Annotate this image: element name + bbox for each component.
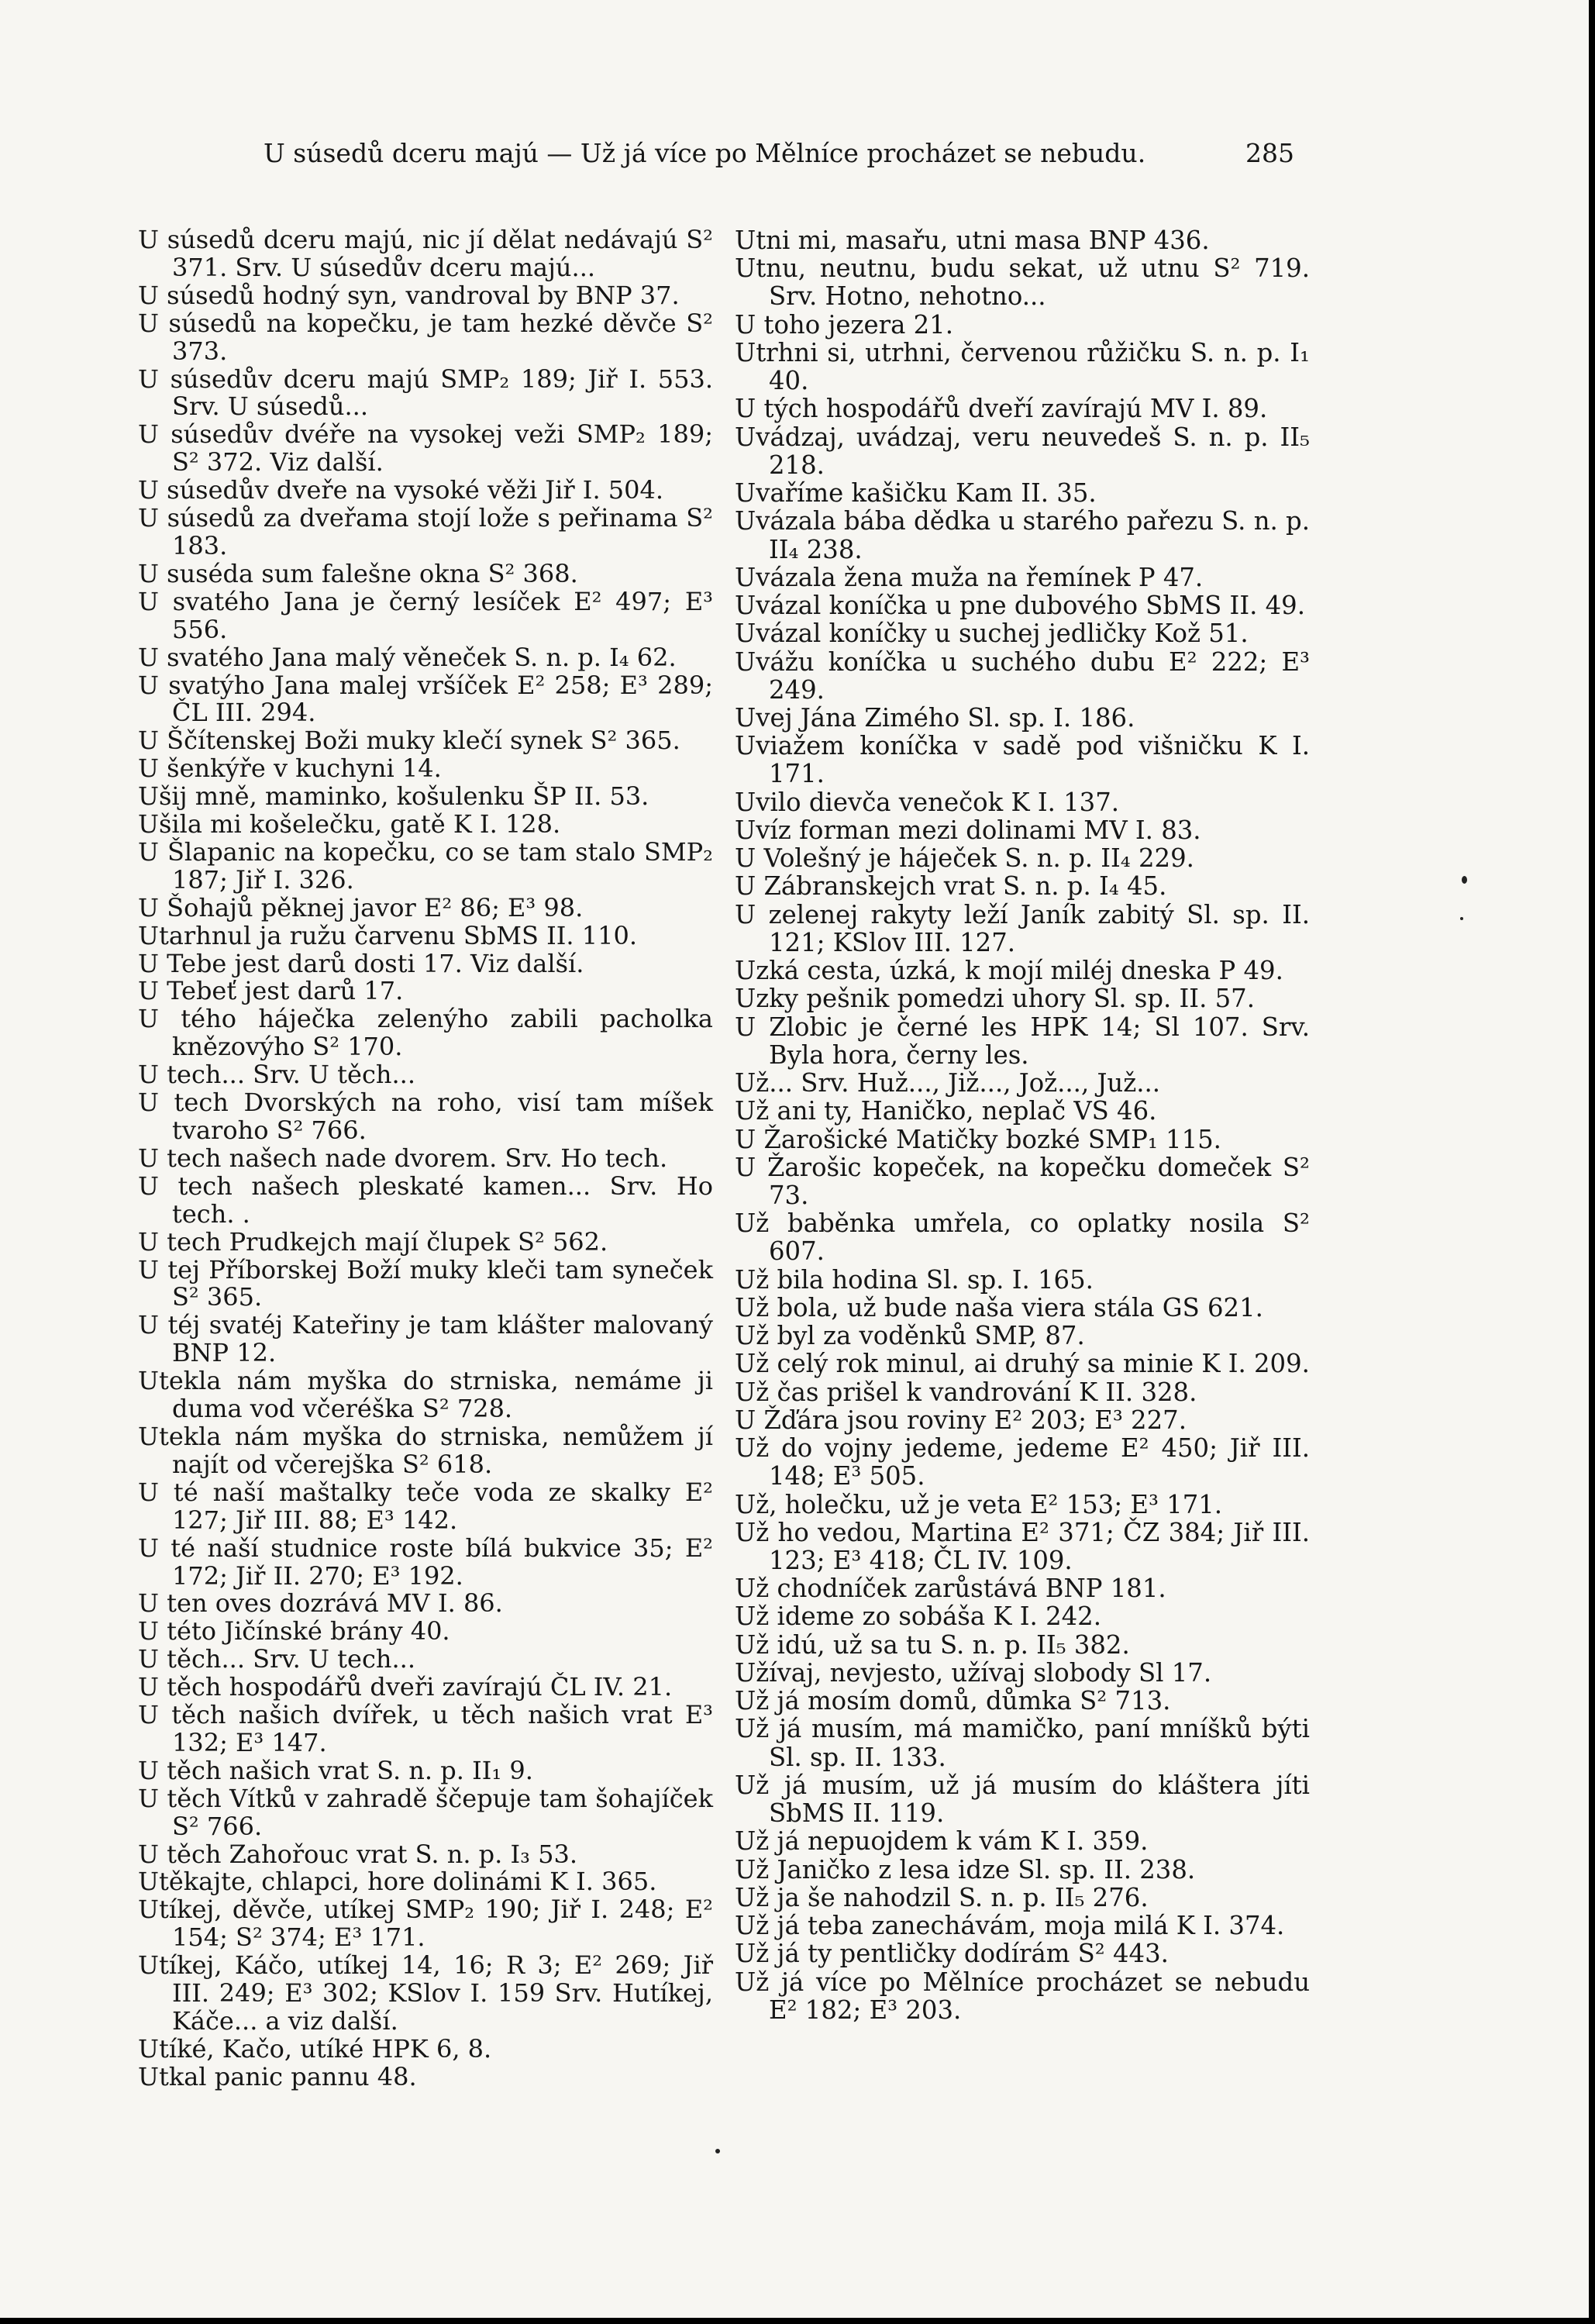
index-entry: Uvej Jána Zimého Sl. sp. I. 186. bbox=[735, 702, 1135, 733]
index-entry: Už já teba zanechávám, moja milá K I. 374. bbox=[735, 1911, 1285, 1941]
index-entry: Už čas prišel k vandrování K II. 328. bbox=[735, 1377, 1197, 1407]
index-entry: Už Janičko z lesa idze Sl. sp. II. 238. bbox=[735, 1854, 1196, 1884]
index-entry: Už... Srv. Huž..., Již..., Jož..., Juž... bbox=[735, 1068, 1161, 1098]
index-entry: Už já mosím domů, důmka S² 713. bbox=[735, 1686, 1171, 1716]
index-entry: Už chodníček zarůstává BNP 181. bbox=[735, 1574, 1166, 1604]
index-entry: Už baběnka umřela, co oplatky nosila S² 607. bbox=[735, 1209, 1310, 1267]
index-entry: Už já více po Mělníce procházet se nebudu E² 182; E³ 203. bbox=[735, 1967, 1310, 2025]
index-entry: Utarhnul ja ružu čarvenu SbMS II. 110. bbox=[138, 920, 637, 950]
index-entry: Utrhni si, utrhni, červenou růžičku S. n. p. I₁ 40. bbox=[735, 337, 1310, 396]
index-entry: U toho jezera 21. bbox=[735, 309, 953, 340]
index-entry: Už ja še nahodzil S. n. p. II₅ 276. bbox=[735, 1882, 1149, 1912]
index-entry: U svatého Jana malý věneček S. n. p. I₄ 62. bbox=[138, 642, 677, 672]
index-entry: U Zábranskejch vrat S. n. p. I₄ 45. bbox=[735, 871, 1167, 902]
index-entry: Utíkej, děvče, utíkej SMP₂ 190; Jiř I. 248; E² 154; S² 374; E³ 171. bbox=[138, 1895, 713, 1953]
index-entry: Uvážu koníčka u suchého dubu E² 222; E³ 249. bbox=[735, 647, 1310, 705]
index-entry: U těch našich vrat S. n. p. II₁ 9. bbox=[138, 1755, 533, 1785]
index-entry: U té naší maštalky teče voda ze skalky E² 127; Jiř III. 88; E³ 142. bbox=[138, 1477, 713, 1535]
index-entry: Užívaj, nevjesto, užívaj slobody Sl 17. bbox=[735, 1657, 1212, 1688]
right-column bbox=[735, 226, 1310, 2024]
index-entry: Uviažem koníčka v sadě pod višničku K I. 171. bbox=[735, 731, 1310, 789]
page-number: 285 bbox=[1245, 138, 1294, 168]
index-entry: U zelenej rakyty leží Janík zabitý Sl. sp. II. 121; KSlov III. 127. bbox=[735, 899, 1310, 957]
index-entry: U súsedův dceru majú SMP₂ 189; Jiř I. 553. Srv. U súsedů... bbox=[138, 364, 713, 422]
index-entry: Utni mi, masařu, utni masa BNP 436. bbox=[735, 226, 1210, 255]
index-entry: U Tebe jest darů dosti 17. Viz další. bbox=[138, 948, 584, 978]
index-entry: Ušila mi košelečku, gatě K I. 128. bbox=[138, 809, 561, 840]
index-entry: Už ani ty, Haničko, neplač VS 46. bbox=[735, 1096, 1157, 1126]
running-title: U súsedů dceru majú — Už já více po Mělníce procházet se nebudu. bbox=[264, 138, 1146, 168]
index-entry: Už idú, už sa tu S. n. p. II₅ 382. bbox=[735, 1629, 1130, 1660]
ink-speck bbox=[715, 2149, 720, 2153]
index-entry: Uvádzaj, uvádzaj, veru neuvedeš S. n. p. II₅ 218. bbox=[735, 422, 1310, 480]
index-entry: U tej Příborskej Boží muky kleči tam synеček S² 365. bbox=[138, 1254, 713, 1312]
index-entry: U těch hospodářů dveři zavírajú ČL IV. 21. bbox=[138, 1672, 673, 1702]
index-entry: U svatého Jana je černý lesíček E² 497; E³ 556. bbox=[138, 586, 713, 644]
index-entry: Uvázala žena muža na řemínek P 47. bbox=[735, 562, 1204, 592]
index-entry: U Volešný je háječek S. n. p. II₄ 229. bbox=[735, 843, 1194, 874]
index-entry: U té naší studnice roste bílá bukvice 35; E² 172; Jiř II. 270; E³ 192. bbox=[138, 1533, 713, 1591]
index-entry: Už bola, už bude naša viera stála GS 621. bbox=[735, 1292, 1263, 1322]
index-entry: Utkal panic pannu 48. bbox=[138, 2061, 417, 2091]
index-entry: U tech našech pleskaté kamen... Srv. Ho tech. . bbox=[138, 1171, 713, 1229]
index-entry: Už ideme zo sobáša K I. 242. bbox=[735, 1602, 1101, 1632]
index-entry: Už do vojny jedeme, jedeme E² 450; Jiř III. 148; E³ 505. bbox=[735, 1433, 1310, 1491]
index-entry: U tech Dvorských na roho, visí tam míšek tvaroho S² 766. bbox=[138, 1088, 713, 1145]
index-entry: Utekla nám myška do strniska, nemůžem jí najít od včerejška S² 618. bbox=[138, 1421, 713, 1479]
index-entry: Už ho vedou, Martina E² 371; ČZ 384; Jiř III. 123; E³ 418; ČL IV. 109. bbox=[735, 1517, 1310, 1576]
index-entry: U súsedův dveře na vysoké věži Jiř I. 504. bbox=[138, 475, 664, 505]
index-entry: Uvázal koníčky u suchej jedličky Kož 51. bbox=[735, 619, 1249, 649]
index-entry: Uvázal koníčka u pne dubového SbMS II. 49. bbox=[735, 591, 1305, 621]
index-entry: U Žďára jsou roviny E² 203; E³ 227. bbox=[735, 1405, 1187, 1435]
index-entry: U súsedův dvéře na vysokej veži SMP₂ 189; S² 372. Viz další. bbox=[138, 419, 713, 478]
index-entry: U těch Vítků v zahradě ščepuje tam šohajíček S² 766. bbox=[138, 1783, 713, 1841]
index-entry: Už já nepuojdem k vám K I. 359. bbox=[735, 1826, 1149, 1857]
index-entry: U těch... Srv. U tech... bbox=[138, 1644, 415, 1674]
index-entry: U suséda sum falešne okna S² 368. bbox=[138, 558, 578, 588]
index-entry: U Šohajů pěknej javor E² 86; E³ 98. bbox=[138, 892, 584, 922]
index-entry: Utekla nám myška do strniska, nemáme ji duma vod včeréška S² 728. bbox=[138, 1366, 713, 1424]
index-entry: U súsedů za dveřama stojí lože s peřinama S² 183. bbox=[138, 503, 713, 560]
index-entry: Uvíz forman mezi dolinami MV I. 83. bbox=[735, 815, 1201, 845]
ink-speck bbox=[1462, 876, 1467, 884]
index-entry: U Zlobic je černé les HPK 14; Sl 107. Srv. Byla hora, černy les. bbox=[735, 1012, 1310, 1070]
index-entry: U Žarošické Matičky bozké SMP₁ 115. bbox=[735, 1124, 1221, 1154]
index-entry: U tech našech nade dvorem. Srv. Ho tech. bbox=[138, 1143, 668, 1173]
index-entry: Uvaříme kašičku Kam II. 35. bbox=[735, 478, 1097, 509]
index-entry: U tých hospodářů dveří zavírajú MV I. 89. bbox=[735, 394, 1268, 424]
index-entry: U těch Zahořouc vrat S. n. p. I₃ 53. bbox=[138, 1839, 578, 1869]
index-entry: Ušij mně, maminko, košulenku ŠP II. 53. bbox=[138, 781, 649, 812]
index-entry: U Ščítenskej Boži muky klečí synek S² 365. bbox=[138, 726, 680, 756]
index-entry: Už celý rok minul, ai druhý sa minie K I. 209. bbox=[735, 1349, 1310, 1379]
index-entry: U tech... Srv. U těch... bbox=[138, 1060, 415, 1090]
left-column bbox=[138, 226, 713, 2091]
ink-speck bbox=[1460, 917, 1463, 920]
index-entry: U svatýho Jana malej vršíček E² 258; E³ 289; ČL III. 294. bbox=[138, 670, 713, 728]
index-entry: Už já musím, už já musím do kláštera jíti SbMS II. 119. bbox=[735, 1770, 1310, 1829]
index-entry: U tech Prudkejch mají člupek S² 562. bbox=[138, 1226, 608, 1257]
index-entry: Utnu, neutnu, budu sekat, už utnu S² 719. Srv. Hotno, nehotno... bbox=[735, 253, 1310, 312]
index-entry: Utěkajte, chlapci, hore dolinámi K I. 365. bbox=[138, 1867, 657, 1897]
index-entry: U šenkýře v kuchyni 14. bbox=[138, 753, 442, 784]
index-entry: U tého háječka zelenýho zabili pacholka knězovýho S² 170. bbox=[138, 1004, 713, 1062]
index-entry: Uzká cesta, úzká, k mojí miléj dneska P 49. bbox=[735, 956, 1283, 986]
index-entry: Už bila hodina Sl. sp. I. 165. bbox=[735, 1264, 1094, 1295]
index-entry: U súsedů dceru majú, nic jí dělat nedávajú S² 371. Srv. U súsedův dceru majú... bbox=[138, 225, 713, 282]
index-entry: Už byl za voděnků SMP, 87. bbox=[735, 1321, 1085, 1351]
index-entry: U súsedů hodný syn, vandroval by BNP 37. bbox=[138, 280, 680, 310]
index-entry: Už já musím, má mamičko, paní mníšků býti Sl. sp. II. 133. bbox=[735, 1714, 1310, 1772]
index-entry: U této Jičínské brány 40. bbox=[138, 1616, 450, 1646]
index-entry: Uvilo dievča venečok K I. 137. bbox=[735, 787, 1120, 817]
index-entry: U Tebeť jest darů 17. bbox=[138, 976, 404, 1006]
index-entry: U těch našich dvířek, u těch našich vrat E³ 132; E³ 147. bbox=[138, 1700, 713, 1757]
index-entry: Uvázala bába dědka u starého pařezu S. n. p. II₄ 238. bbox=[735, 506, 1310, 564]
index-entry: Už, holečku, už je veta E² 153; E³ 171. bbox=[735, 1489, 1223, 1519]
index-entry: U Šlapanic na kopečku, co se tam stalo SMP₂ 187; Jiř I. 326. bbox=[138, 836, 713, 895]
index-entry: Utíké, Kačo, utíké HPK 6, 8. bbox=[138, 2033, 492, 2064]
index-entry: Utíkej, Káčo, utíkej 14, 16; R 3; E² 269; Jiř III. 249; E³ 302; KSlov I. 159 Srv. Hutíkej, Káče... a viz další. bbox=[138, 1950, 713, 2036]
index-entry: U ten oves dozrává MV I. 86. bbox=[138, 1588, 503, 1619]
index-entry: U súsedů na kopečku, je tam hezké děvče S² 373. bbox=[138, 308, 713, 366]
index-entry: U téj svatéj Kateřiny je tam klášter malovaný BNP 12. bbox=[138, 1310, 713, 1368]
index-entry: U Žarošic kopeček, na kopečku domeček S² 73. bbox=[735, 1152, 1310, 1210]
index-entry: Už já ty pentličky dodírám S² 443. bbox=[735, 1939, 1169, 1969]
index-entry: Uzky pešnik pomedzi uhory Sl. sp. II. 57. bbox=[735, 984, 1255, 1014]
